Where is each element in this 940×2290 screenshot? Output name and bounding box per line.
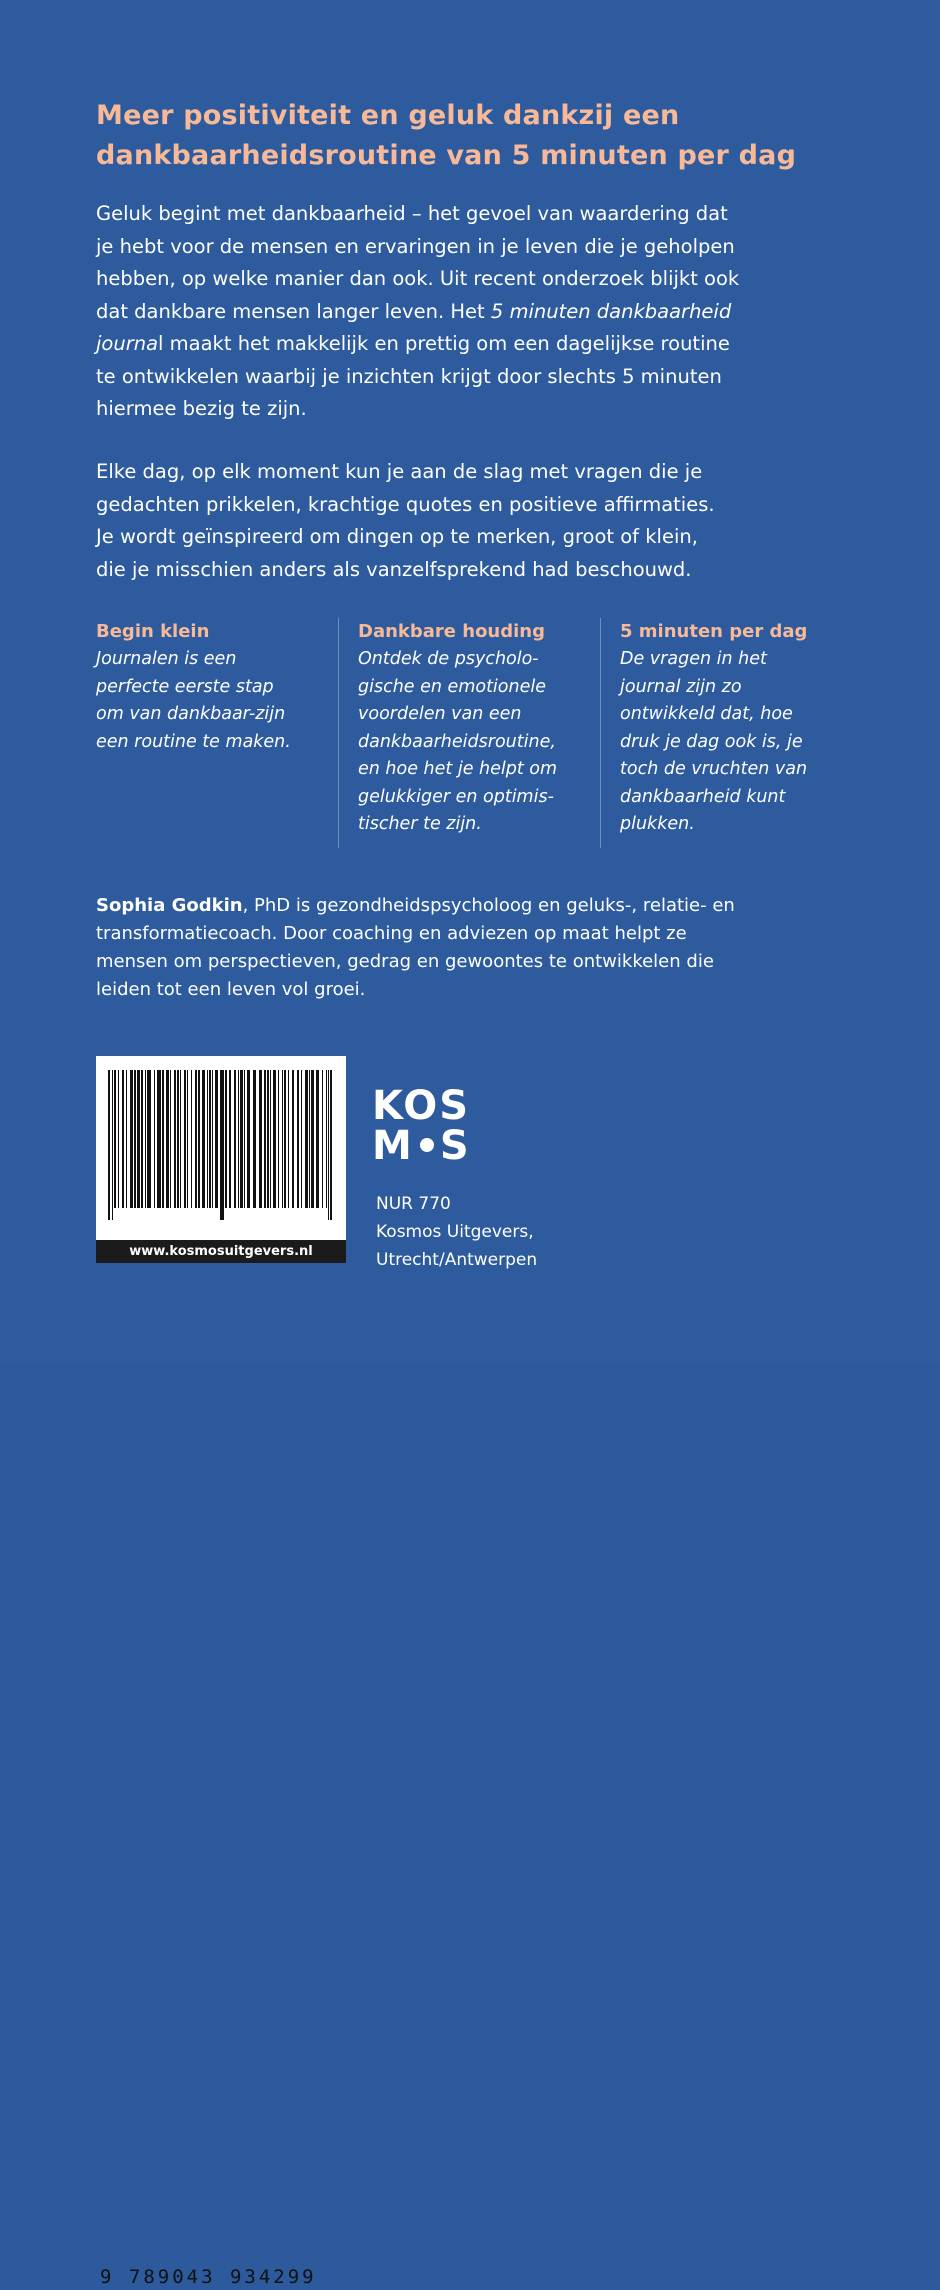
publisher-name: Kosmos Uitgevers,: [376, 1222, 534, 1242]
barcode-bar: [322, 1070, 323, 1208]
intro-paragraph: [96, 198, 856, 426]
feature-line: tischer te zijn.: [358, 814, 482, 834]
feature-line: om van dankbaar-zijn: [96, 704, 286, 724]
second-paragraph: [96, 456, 856, 586]
feature-column-begin-klein: [96, 618, 326, 848]
intro-text: l maakt het makkelijk en prettig om een dagelijkse routine: [158, 332, 730, 355]
intro-line: je hebt voor de mensen en ervaringen in je leven die je geholpen: [96, 234, 735, 258]
barcode-graphic: [108, 1070, 334, 1220]
barcode-bar: [288, 1070, 289, 1208]
intro-line: [96, 296, 856, 329]
barcode-bar: [198, 1070, 200, 1208]
feature-line: perfecte eerste stap: [96, 676, 274, 697]
feature-title: Dankbare houding: [358, 621, 546, 642]
feature-line: druk je dag ook is, je: [620, 731, 803, 752]
barcode-bar: [177, 1070, 179, 1208]
barcode-bar: [212, 1070, 213, 1208]
feature-line: gische en emotionele: [358, 676, 546, 697]
barcode-bar: [270, 1070, 271, 1208]
barcode-bar: [244, 1070, 245, 1208]
barcode-bar: [264, 1070, 266, 1208]
barcode-bar: [267, 1070, 269, 1208]
barcode-bar: [305, 1070, 308, 1208]
barcode-bar: [195, 1070, 197, 1208]
intro-text: dat dankbare mensen langer leven. Het: [96, 299, 491, 323]
logo-row-top: KOS: [372, 1083, 471, 1129]
barcode-bar: [259, 1070, 262, 1208]
publisher-city: Utrecht/Antwerpen: [376, 1250, 538, 1270]
feature-line: voordelen van een: [358, 704, 522, 724]
author-bio: [96, 892, 856, 1004]
barcode-bar: [273, 1070, 276, 1208]
feature-line: De vragen in het: [620, 649, 767, 669]
barcode-bar: [170, 1070, 171, 1208]
paragraph-line: die je misschien anders als vanzelfsprekend had beschouwd.: [96, 557, 692, 581]
logo-dot-icon: [420, 1138, 434, 1152]
barcode-bar: [112, 1070, 113, 1220]
barcode-bar: [191, 1070, 192, 1208]
intro-line: te ontwikkelen waarbij je inzichten krijgt door slechts 5 minuten: [96, 364, 722, 388]
feature-title: 5 minuten per dag: [620, 621, 808, 642]
barcode-bar: [240, 1070, 243, 1208]
paragraph-line: Elke dag, op elk moment kun je aan de slag met vragen die je: [96, 460, 703, 483]
barcode-bar: [309, 1070, 310, 1208]
barcode-bar: [134, 1070, 136, 1208]
barcode-bar: [157, 1070, 161, 1208]
barcode-bar: [330, 1070, 332, 1220]
barcode-bar: [326, 1070, 327, 1208]
headline-line-1: Meer positiviteit en geluk dankzij een: [96, 100, 680, 131]
barcode-bar: [180, 1070, 181, 1208]
book-title-italic: journa: [96, 332, 159, 355]
kosmos-logo: [372, 1083, 482, 1169]
author-line: mensen om perspectieven, gedrag en gewoontes te ontwikkelen die: [96, 951, 714, 972]
barcode-bar: [278, 1070, 279, 1208]
barcode-bar: [145, 1070, 146, 1208]
barcode-bar: [215, 1070, 218, 1208]
barcode-bar: [202, 1070, 205, 1208]
barcode-bar: [174, 1070, 176, 1208]
barcode-bar: [108, 1070, 110, 1220]
author-name: Sophia Godkin: [96, 895, 243, 916]
feature-column-5-minuten: [620, 618, 856, 848]
barcode-bar: [137, 1070, 140, 1208]
barcode-bar: [187, 1070, 188, 1208]
feature-line: journal zijn zo: [620, 676, 742, 697]
barcode-bar: [238, 1070, 239, 1208]
isbn-number: 9 789043 934299: [100, 2266, 317, 2288]
barcode-bar: [114, 1070, 116, 1208]
barcode-bar: [118, 1070, 119, 1208]
feature-line: ontwikkeld dat, hoe: [620, 704, 793, 724]
intro-line: Geluk begint met dankbaarheid – het gevoel van waardering dat: [96, 202, 728, 225]
barcode-bar: [141, 1070, 143, 1208]
column-divider: [600, 618, 601, 848]
feature-line: toch de vruchten van: [620, 759, 808, 779]
feature-line: dankbaarheid kunt: [620, 786, 786, 807]
feature-body: [96, 646, 326, 756]
feature-columns: [96, 618, 856, 848]
nur-code: NUR 770: [376, 1194, 451, 1214]
barcode-bar: [301, 1070, 302, 1208]
headline-line-2: dankbaarheidsroutine van 5 minuten per dag: [96, 140, 797, 171]
barcode-bars: [108, 1070, 334, 1220]
barcode-bar: [122, 1070, 124, 1208]
barcode-bar: [282, 1070, 283, 1208]
barcode-bar: [253, 1070, 256, 1208]
publisher-website: www.kosmosuitgevers.nl: [96, 1240, 346, 1263]
feature-line: gelukkiger en optimis-: [358, 786, 554, 807]
barcode-bar: [229, 1070, 231, 1208]
barcode-bar: [234, 1070, 236, 1208]
barcode-bar: [284, 1070, 286, 1208]
intro-line: [96, 328, 856, 361]
author-text: , PhD is gezondheidspsycholoog en geluks-, relatie- en: [242, 895, 735, 916]
book-title-italic: 5 minuten dankbaarheid: [490, 299, 732, 323]
logo-row-bottom: [372, 1123, 482, 1169]
intro-line: hebben, op welke manier dan ook. Uit recent onderzoek blijkt ook: [96, 267, 740, 290]
barcode-label: [96, 1056, 346, 2288]
barcode-bar: [220, 1070, 224, 1220]
barcode-bar: [207, 1070, 208, 1208]
barcode-bar: [328, 1070, 329, 1220]
feature-body: [358, 646, 588, 839]
author-line: transformatiecoach. Door coaching en adviezen op maat helpt ze: [96, 923, 687, 944]
feature-line: dankbaarheidsroutine,: [358, 731, 556, 752]
barcode-bar: [184, 1070, 186, 1208]
feature-line: plukken.: [620, 814, 695, 834]
barcode-bar: [130, 1070, 133, 1208]
logo-letter: M: [372, 1123, 414, 1169]
author-line: leiden tot een leven vol groei.: [96, 979, 366, 1000]
paragraph-line: Je wordt geïnspireerd om dingen op te merken, groot of klein,: [96, 525, 698, 548]
barcode-bar: [311, 1070, 314, 1208]
feature-line: en hoe het je helpt om: [358, 759, 558, 779]
feature-column-dankbare-houding: [358, 618, 588, 848]
intro-line: hiermee bezig te zijn.: [96, 397, 307, 420]
barcode-bar: [247, 1070, 250, 1208]
barcode-bar: [297, 1070, 299, 1208]
paragraph-line: gedachten prikkelen, krachtige quotes en positieve affirmaties.: [96, 492, 715, 516]
barcode-bar: [225, 1070, 227, 1208]
barcode-bar: [316, 1070, 319, 1208]
feature-title: Begin klein: [96, 621, 210, 642]
barcode-bar: [147, 1070, 151, 1208]
feature-line: Ontdek de psycholo-: [358, 649, 539, 669]
author-line: [96, 892, 856, 920]
barcode-bar: [292, 1070, 294, 1208]
barcode-bar: [209, 1070, 211, 1208]
publisher-info: [376, 1190, 596, 1274]
barcode-bar: [154, 1070, 155, 1208]
barcode-bar: [126, 1070, 127, 1208]
column-divider: [338, 618, 339, 848]
feature-body: [620, 646, 856, 839]
feature-line: Journalen is een: [96, 649, 237, 669]
headline: [96, 96, 876, 176]
barcode-bar: [166, 1070, 169, 1208]
logo-letter: S: [439, 1123, 471, 1169]
feature-line: een routine te maken.: [96, 731, 291, 752]
barcode-bar: [162, 1070, 164, 1208]
